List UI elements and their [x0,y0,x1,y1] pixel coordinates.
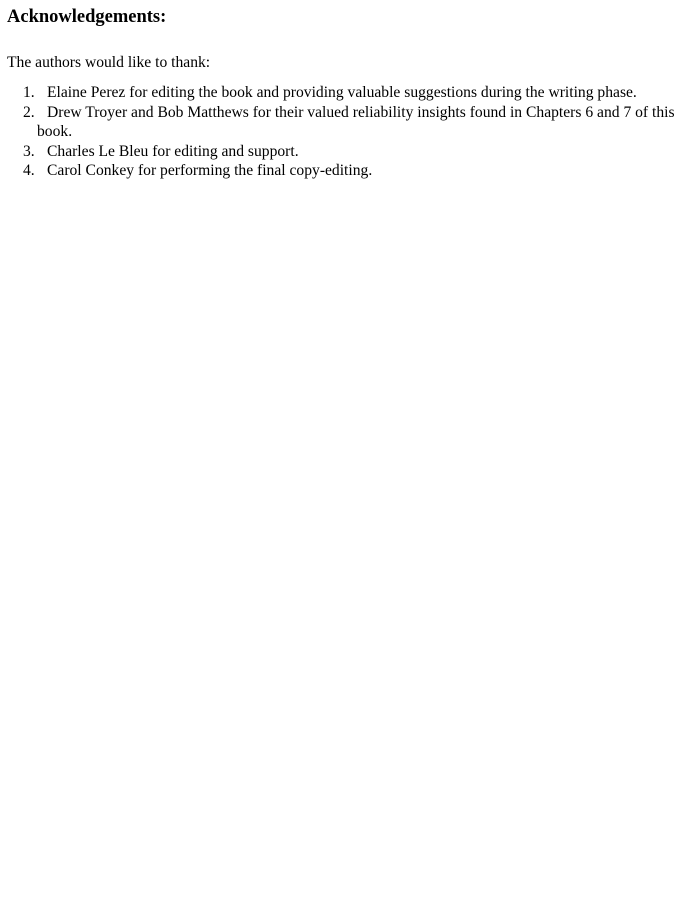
list-item-number: 2. [23,103,35,121]
list-item-number: 3. [23,142,35,160]
list-item-number: 1. [23,84,35,101]
list-item-text: Drew Troyer and Bob Matthews for their valued reliability insights found in Chapters 6 and 7 of this book. [37,103,675,140]
list-item [7,161,691,181]
acknowledgement-list [7,83,691,181]
list-item [7,142,691,162]
intro-text: The authors would like to thank: [7,54,211,71]
list-item-text: Carol Conkey for performing the final copy-editing. [47,162,373,179]
document-page [7,6,691,181]
list-item [7,103,691,142]
list-item-text: Charles Le Bleu for editing and support. [47,142,299,160]
list-item [7,83,691,103]
page-title: Acknowledgements: [7,7,167,27]
list-item-number: 4. [23,162,35,179]
list-item-text: Elaine Perez for editing the book and providing valuable suggestions during the writing phase. [47,84,637,101]
